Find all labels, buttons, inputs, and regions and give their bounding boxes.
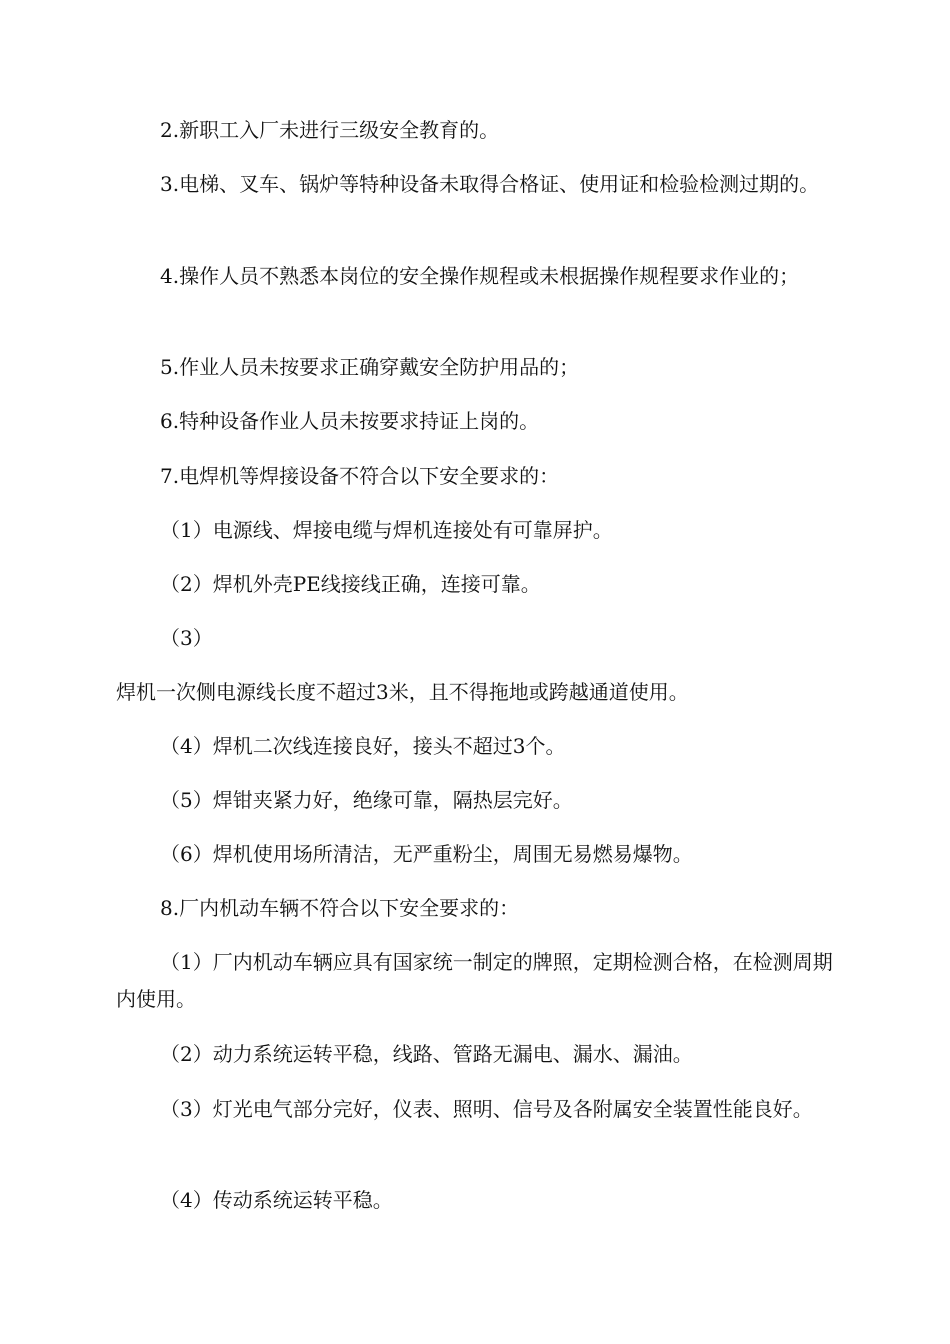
paragraph-subitem-8-1: （1）厂内机动车辆应具有国家统一制定的牌照，定期检测合格，在检测周期内使用。: [116, 950, 833, 1011]
paragraph-subitem-7-5: （5）焊钳夹紧力好，绝缘可靠，隔热层完好。: [160, 788, 573, 812]
paragraph-subitem-7-2: （2）焊机外壳PE线接线正确，连接可靠。: [160, 572, 541, 596]
paragraph-item-6: 6.特种设备作业人员未按要求持证上岗的。: [160, 409, 540, 433]
paragraph-item-8: 8.厂内机动车辆不符合以下安全要求的：: [160, 896, 520, 920]
paragraph-subitem-7-1: （1）电源线、焊接电缆与焊机连接处有可靠屏护。: [160, 518, 613, 542]
paragraph-subitem-7-4: （4）焊机二次线连接良好，接头不超过3个。: [160, 734, 566, 758]
paragraph-subitem-8-4: （4）传动系统运转平稳。: [160, 1188, 393, 1212]
paragraph-item-3: 3.电梯、叉车、锅炉等特种设备未取得合格证、使用证和检验检测过期的。: [160, 172, 820, 196]
paragraph-item-4: 4.操作人员不熟悉本岗位的安全操作规程或未根据操作规程要求作业的；: [160, 264, 800, 288]
paragraph-item-2: 2.新职工入厂未进行三级安全教育的。: [160, 118, 500, 142]
paragraph-subitem-8-2: （2）动力系统运转平稳，线路、管路无漏电、漏水、漏油。: [160, 1042, 693, 1066]
paragraph-item-5: 5.作业人员未按要求正确穿戴安全防护用品的；: [160, 355, 580, 379]
paragraph-item-7: 7.电焊机等焊接设备不符合以下安全要求的：: [160, 464, 560, 488]
paragraph-subitem-7-6: （6）焊机使用场所清洁，无严重粉尘，周围无易燃易爆物。: [160, 842, 693, 866]
paragraph-subitem-7-3-text: 焊机一次侧电源线长度不超过3米，且不得拖地或跨越通道使用。: [116, 680, 689, 704]
paragraph-subitem-8-3: （3）灯光电气部分完好，仪表、照明、信号及各附属安全装置性能良好。: [160, 1097, 813, 1121]
paragraph-subitem-7-3-number: （3）: [160, 626, 213, 650]
